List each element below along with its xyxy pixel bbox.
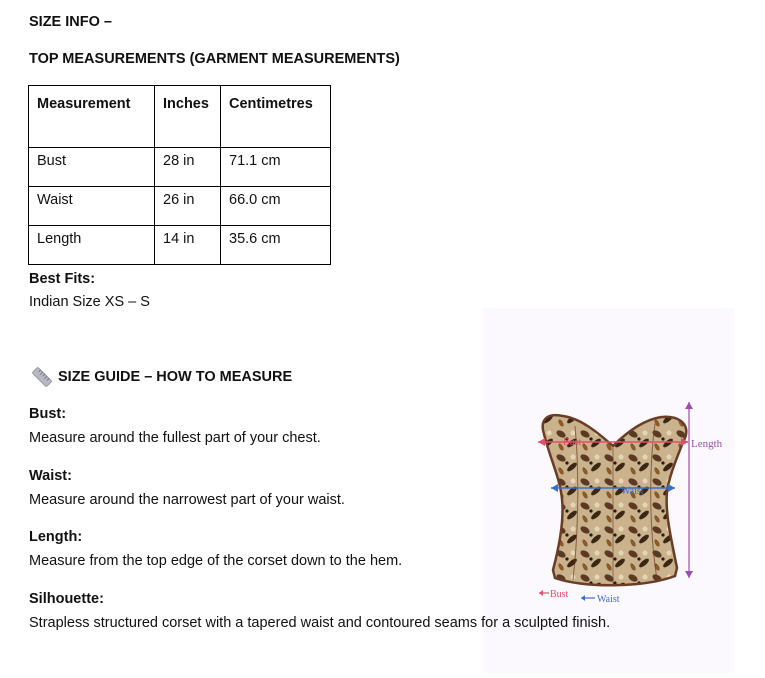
length-guide-text: Measure from the top edge of the corset down to the hem.	[29, 553, 403, 569]
ruler-icon	[31, 366, 53, 388]
table-header-row	[29, 86, 331, 148]
row-waist-label: Waist	[29, 187, 155, 226]
col-header-inches: Inches	[155, 86, 221, 148]
measurements-table	[28, 85, 331, 265]
col-header-measurement: Measurement	[29, 86, 155, 148]
legend-waist: Waist	[597, 594, 620, 605]
bust-guide-text: Measure around the fullest part of your chest.	[29, 430, 321, 446]
best-fits-value: Indian Size XS – S	[29, 294, 150, 310]
row-length-inches: 14 in	[155, 226, 221, 265]
row-bust-inches: 28 in	[155, 148, 221, 187]
row-bust-cm: 71.1 cm	[221, 148, 331, 187]
row-length-label: Length	[29, 226, 155, 265]
legend-bust: Bust	[550, 589, 569, 600]
row-waist-cm: 66.0 cm	[221, 187, 331, 226]
table-row	[29, 226, 331, 265]
length-line-label: Length	[691, 438, 723, 450]
bust-line-label: Bust	[563, 437, 582, 448]
length-guide-label: Length:	[29, 529, 83, 545]
waist-line-label: Waist	[621, 486, 644, 497]
size-guide-heading: SIZE GUIDE – HOW TO MEASURE	[58, 369, 293, 385]
size-info-heading: SIZE INFO –	[29, 14, 112, 30]
waist-guide-text: Measure around the narrowest part of your waist.	[29, 492, 345, 508]
waist-guide-label: Waist:	[29, 468, 72, 484]
silhouette-guide-text: Strapless structured corset with a tapered waist and contoured seams for a sculpted finish.	[29, 615, 611, 631]
row-bust-label: Bust	[29, 148, 155, 187]
table-row	[29, 148, 331, 187]
row-length-cm: 35.6 cm	[221, 226, 331, 265]
top-measurements-heading: TOP MEASUREMENTS (GARMENT MEASUREMENTS)	[29, 51, 400, 67]
row-waist-inches: 26 in	[155, 187, 221, 226]
bust-guide-label: Bust:	[29, 406, 67, 422]
table-row	[29, 187, 331, 226]
silhouette-guide-label: Silhouette:	[29, 591, 104, 607]
best-fits-label: Best Fits:	[29, 271, 96, 287]
col-header-centimetres: Centimetres	[221, 86, 331, 148]
